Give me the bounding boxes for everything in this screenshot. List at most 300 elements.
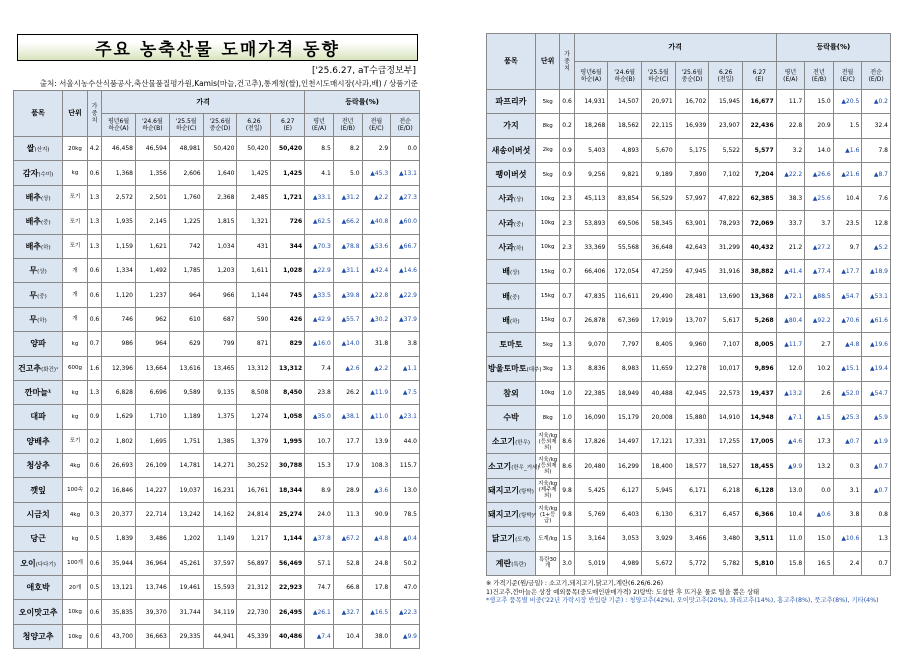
price-cell: 1,120 bbox=[102, 283, 136, 307]
price-cell: 1,751 bbox=[169, 429, 203, 453]
change-cell: 14.0 bbox=[805, 138, 834, 162]
price-cell: 14,271 bbox=[203, 454, 237, 478]
price-cell: 17,919 bbox=[642, 308, 676, 332]
change-cell: ▲37.9 bbox=[391, 307, 420, 331]
item-unit: kg bbox=[63, 332, 88, 356]
price-cell: 9,960 bbox=[675, 332, 709, 356]
price-cell: 17,255 bbox=[709, 430, 743, 454]
item-weight: 1.3 bbox=[560, 357, 574, 381]
price-cell: 1,492 bbox=[135, 258, 169, 282]
price-cell: 45,339 bbox=[237, 624, 271, 648]
price-cell: 39,370 bbox=[135, 600, 169, 624]
change-cell: 7.4 bbox=[305, 356, 334, 380]
item-name: 무(하) bbox=[14, 307, 63, 331]
change-cell: 78.5 bbox=[391, 502, 420, 526]
header-price-col: 평년6월 하순(A) bbox=[574, 62, 608, 90]
price-cell: 72,069 bbox=[742, 211, 776, 235]
price-cell: 47,822 bbox=[709, 187, 743, 211]
price-cell: 16,299 bbox=[608, 454, 642, 478]
price-cell: 1,334 bbox=[102, 258, 136, 282]
change-cell: ▲25.6 bbox=[805, 187, 834, 211]
item-weight: 0.7 bbox=[560, 308, 574, 332]
change-cell: 38.3 bbox=[776, 187, 805, 211]
item-weight: 0.9 bbox=[87, 405, 101, 429]
change-cell: 23.5 bbox=[833, 211, 862, 235]
item-unit: 포기 bbox=[63, 210, 88, 234]
table-row bbox=[487, 114, 891, 138]
price-cell: 2,606 bbox=[169, 161, 203, 185]
price-cell: 966 bbox=[203, 283, 237, 307]
item-unit: 8kg bbox=[535, 114, 559, 138]
item-name: 배추(상) bbox=[14, 185, 63, 209]
price-cell: 22,115 bbox=[642, 114, 676, 138]
price-cell: 6,457 bbox=[709, 503, 743, 527]
price-cell: 47,945 bbox=[675, 260, 709, 284]
price-cell: 3,486 bbox=[135, 527, 169, 551]
table-row bbox=[487, 90, 891, 114]
table-row bbox=[14, 429, 420, 453]
price-cell: 45,261 bbox=[169, 551, 203, 575]
change-cell: 15.0 bbox=[805, 527, 834, 551]
change-cell: 57.1 bbox=[305, 551, 334, 575]
item-weight: 0.2 bbox=[87, 429, 101, 453]
price-cell: 14,162 bbox=[203, 502, 237, 526]
item-unit: 10kg bbox=[535, 381, 559, 405]
price-cell: 9,589 bbox=[169, 380, 203, 404]
price-cell: 1,611 bbox=[237, 258, 271, 282]
price-cell: 986 bbox=[102, 332, 136, 356]
price-cell: 9,896 bbox=[742, 357, 776, 381]
price-cell: 6,403 bbox=[608, 503, 642, 527]
item-unit: 20kg bbox=[63, 137, 88, 161]
change-cell: 1.3 bbox=[862, 527, 891, 551]
change-cell: ▲0.7 bbox=[862, 454, 891, 478]
change-cell: 17.3 bbox=[805, 430, 834, 454]
price-cell: 16,939 bbox=[675, 114, 709, 138]
item-name: 방울토마토(대추) bbox=[487, 357, 536, 381]
price-cell: 13,690 bbox=[709, 284, 743, 308]
item-sub: (중) bbox=[510, 294, 520, 301]
price-cell: 31,744 bbox=[169, 600, 203, 624]
price-cell: 48,981 bbox=[169, 137, 203, 161]
item-weight: 0.9 bbox=[560, 138, 574, 162]
price-cell: 964 bbox=[169, 283, 203, 307]
item-weight: 3.0 bbox=[560, 551, 574, 575]
price-cell: 726 bbox=[271, 210, 305, 234]
price-cell: 66,406 bbox=[574, 260, 608, 284]
table-row bbox=[487, 138, 891, 162]
item-weight: 0.2 bbox=[560, 114, 574, 138]
table-row bbox=[487, 405, 891, 429]
table-row bbox=[14, 527, 420, 551]
table-row bbox=[14, 356, 420, 380]
price-cell: 8,508 bbox=[237, 380, 271, 404]
header-change: 등락률(%) bbox=[776, 34, 890, 62]
price-cell: 1,839 bbox=[102, 527, 136, 551]
item-unit: kg bbox=[63, 527, 88, 551]
change-cell: ▲14.6 bbox=[391, 258, 420, 282]
item-weight: 1.3 bbox=[87, 380, 101, 404]
item-name: 청상추 bbox=[14, 454, 63, 478]
item-sub: (도계) bbox=[515, 537, 531, 544]
item-weight: 0.2 bbox=[87, 478, 101, 502]
price-cell: 13,616 bbox=[169, 356, 203, 380]
change-cell: 108.3 bbox=[362, 454, 391, 478]
item-unit: 지육/kg (1+등급) bbox=[535, 503, 559, 527]
price-cell: 16,702 bbox=[675, 90, 709, 114]
table-row bbox=[14, 600, 420, 624]
price-cell: 22,923 bbox=[271, 576, 305, 600]
item-sub: (대추) bbox=[526, 367, 542, 374]
price-cell: 1,368 bbox=[102, 161, 136, 185]
change-cell: ▲22.9 bbox=[391, 283, 420, 307]
price-cell: 56,469 bbox=[271, 551, 305, 575]
change-cell: 21.2 bbox=[776, 235, 805, 259]
price-cell: 20,480 bbox=[574, 454, 608, 478]
price-cell: 1,425 bbox=[237, 161, 271, 185]
price-cell: 33,369 bbox=[574, 235, 608, 259]
change-cell: ▲7.1 bbox=[776, 405, 805, 429]
source-note: 출처: 서울시농수산식품공사,축산물품질평가원,Kamis(마늘,건고추),통계청(쌀),인천시도매시장(사과,배) / 상품기준 bbox=[39, 79, 418, 88]
header-item: 품목 bbox=[487, 34, 536, 90]
price-cell: 1,237 bbox=[135, 283, 169, 307]
price-cell: 13,312 bbox=[271, 356, 305, 380]
table-row bbox=[487, 551, 891, 575]
change-cell: 3.1 bbox=[833, 478, 862, 502]
table-row bbox=[487, 430, 891, 454]
item-weight: 2.3 bbox=[560, 211, 574, 235]
item-weight: 1.3 bbox=[560, 332, 574, 356]
item-unit: 지육/kg (제주제외) bbox=[535, 478, 559, 502]
price-cell: 1,356 bbox=[135, 161, 169, 185]
table-row bbox=[487, 478, 891, 502]
change-cell: ▲2.6 bbox=[333, 356, 362, 380]
price-cell: 19,437 bbox=[742, 381, 776, 405]
footnote-3: *생고추 품목별 비중('22년 가락시장 반입량 기준) : 청양고추(42%), 오이맛고추(20%), 꽈리고추(14%), 홍고추(8%), 풋고추(8%), 기타(4%) bbox=[486, 597, 879, 604]
price-cell: 18,527 bbox=[709, 454, 743, 478]
price-cell: 50,420 bbox=[203, 137, 237, 161]
item-sub: (수미) bbox=[38, 171, 54, 178]
change-cell: ▲1.6 bbox=[833, 138, 862, 162]
header-change: 등락률(%) bbox=[305, 91, 420, 114]
price-cell: 742 bbox=[169, 234, 203, 258]
item-name: 무(중) bbox=[14, 283, 63, 307]
change-cell: 38.0 bbox=[362, 624, 391, 648]
price-cell: 5,672 bbox=[642, 551, 676, 575]
item-name: 오이맛고추 bbox=[14, 600, 63, 624]
item-sub: (화건)¹ bbox=[41, 366, 59, 373]
price-cell: 2,485 bbox=[237, 185, 271, 209]
price-cell: 13,707 bbox=[675, 308, 709, 332]
item-weight: 2.3 bbox=[560, 235, 574, 259]
price-cell: 5,945 bbox=[642, 478, 676, 502]
change-cell: ▲22.9 bbox=[305, 258, 334, 282]
change-cell: ▲3.6 bbox=[362, 478, 391, 502]
change-cell: ▲5.2 bbox=[862, 235, 891, 259]
price-cell: 21,312 bbox=[237, 576, 271, 600]
price-cell: 25,274 bbox=[271, 502, 305, 526]
item-weight: 1.3 bbox=[87, 185, 101, 209]
table-row bbox=[487, 284, 891, 308]
table-row bbox=[14, 454, 420, 478]
price-cell: 14,507 bbox=[608, 90, 642, 114]
table-row bbox=[14, 478, 420, 502]
report-date: ['25.6.27, aT수급정보부] bbox=[311, 66, 416, 76]
change-cell: ▲0.7 bbox=[862, 478, 891, 502]
change-cell: 8.5 bbox=[305, 137, 334, 161]
item-name: 돼지고기(탕박) bbox=[487, 478, 536, 502]
price-cell: 8,005 bbox=[742, 332, 776, 356]
item-name: 애호박 bbox=[14, 576, 63, 600]
price-cell: 1,695 bbox=[135, 429, 169, 453]
price-cell: 14,910 bbox=[709, 405, 743, 429]
change-cell: ▲67.2 bbox=[333, 527, 362, 551]
change-cell: ▲17.7 bbox=[833, 260, 862, 284]
item-sub: (중) bbox=[37, 293, 47, 300]
header-price-col: '25.5월 하순(C) bbox=[169, 114, 203, 137]
price-cell: 687 bbox=[203, 307, 237, 331]
change-cell: 7.8 bbox=[862, 138, 891, 162]
price-cell: 16,231 bbox=[203, 478, 237, 502]
item-unit: 포기 bbox=[63, 234, 88, 258]
price-cell: 15,593 bbox=[203, 576, 237, 600]
item-weight: 0.5 bbox=[87, 527, 101, 551]
price-cell: 6,171 bbox=[675, 478, 709, 502]
header-price: 가격 bbox=[574, 34, 776, 62]
change-cell: 15.8 bbox=[776, 551, 805, 575]
item-weight: 0.6 bbox=[87, 258, 101, 282]
price-cell: 69,506 bbox=[608, 211, 642, 235]
change-cell: 8.2 bbox=[333, 137, 362, 161]
price-cell: 7,102 bbox=[709, 162, 743, 186]
table-row bbox=[14, 380, 420, 404]
price-cell: 6,130 bbox=[642, 503, 676, 527]
header-price-col: 평년6월 하순(A) bbox=[102, 114, 136, 137]
change-cell: ▲7.5 bbox=[391, 380, 420, 404]
change-cell: 16.5 bbox=[805, 551, 834, 575]
change-cell: 4.1 bbox=[305, 161, 334, 185]
price-cell: 22,385 bbox=[574, 381, 608, 405]
change-cell: 13.0 bbox=[391, 478, 420, 502]
price-cell: 13,121 bbox=[102, 576, 136, 600]
price-cell: 13,746 bbox=[135, 576, 169, 600]
change-cell: ▲60.0 bbox=[391, 210, 420, 234]
price-cell: 9,070 bbox=[574, 332, 608, 356]
item-unit: 15kg bbox=[535, 308, 559, 332]
item-name: 수박 bbox=[487, 405, 536, 429]
header-price-col: '25.6월 중순(D) bbox=[675, 62, 709, 90]
price-cell: 6,128 bbox=[742, 478, 776, 502]
item-weight: 4.2 bbox=[87, 137, 101, 161]
price-cell: 22,714 bbox=[135, 502, 169, 526]
price-cell: 12,396 bbox=[102, 356, 136, 380]
price-cell: 431 bbox=[237, 234, 271, 258]
price-cell: 962 bbox=[135, 307, 169, 331]
price-cell: 5,268 bbox=[742, 308, 776, 332]
item-name: 무(상) bbox=[14, 258, 63, 282]
change-cell: 0.0 bbox=[805, 478, 834, 502]
header-price: 가격 bbox=[102, 91, 305, 114]
change-cell: ▲1.9 bbox=[862, 430, 891, 454]
item-name: 배(상) bbox=[487, 260, 536, 284]
header-weight: 가 중 치 bbox=[560, 34, 574, 90]
item-name: 계란(특란) bbox=[487, 551, 536, 575]
change-cell: ▲77.4 bbox=[805, 260, 834, 284]
item-weight: 1.3 bbox=[87, 234, 101, 258]
change-cell: ▲4.8 bbox=[362, 527, 391, 551]
left-price-table bbox=[13, 90, 420, 649]
price-cell: 53,893 bbox=[574, 211, 608, 235]
change-cell: 22.8 bbox=[776, 114, 805, 138]
item-name: 쌀(산지) bbox=[14, 137, 63, 161]
price-cell: 17,826 bbox=[574, 430, 608, 454]
price-cell: 1,375 bbox=[203, 405, 237, 429]
item-weight: 0.6 bbox=[87, 454, 101, 478]
price-cell: 5,810 bbox=[742, 551, 776, 575]
change-cell: 32.4 bbox=[862, 114, 891, 138]
table-row bbox=[14, 624, 420, 648]
item-unit: 5kg bbox=[535, 90, 559, 114]
item-unit: 5kg bbox=[535, 332, 559, 356]
change-cell: 0.8 bbox=[862, 503, 891, 527]
item-weight: 0.6 bbox=[87, 307, 101, 331]
change-cell: ▲4.8 bbox=[833, 332, 862, 356]
price-cell: 30,788 bbox=[271, 454, 305, 478]
price-cell: 1,149 bbox=[203, 527, 237, 551]
price-cell: 745 bbox=[271, 283, 305, 307]
change-cell: ▲0.6 bbox=[805, 503, 834, 527]
change-cell: ▲53.1 bbox=[862, 284, 891, 308]
change-cell: 3.2 bbox=[776, 138, 805, 162]
price-cell: 31,916 bbox=[709, 260, 743, 284]
change-cell: ▲1.1 bbox=[391, 356, 420, 380]
price-cell: 1,760 bbox=[169, 185, 203, 209]
price-cell: 1,058 bbox=[271, 405, 305, 429]
change-cell: ▲88.5 bbox=[805, 284, 834, 308]
price-cell: 42,945 bbox=[675, 381, 709, 405]
change-cell: 10.2 bbox=[805, 357, 834, 381]
item-unit: 20개 bbox=[63, 576, 88, 600]
price-cell: 5,403 bbox=[574, 138, 608, 162]
change-cell: ▲16.0 bbox=[305, 332, 334, 356]
price-cell: 46,594 bbox=[135, 137, 169, 161]
price-cell: 36,964 bbox=[135, 551, 169, 575]
price-cell: 63,901 bbox=[675, 211, 709, 235]
item-unit: 포기 bbox=[63, 429, 88, 453]
item-sub: (중) bbox=[513, 221, 524, 228]
footnote-1: ※ 가격기준(원/금일) : 소고기,돼지고기,닭고기,계란(6.26/6.26) bbox=[486, 580, 664, 587]
change-cell: ▲33.1 bbox=[305, 185, 334, 209]
item-unit: 10kg bbox=[535, 211, 559, 235]
item-name: 팽이버섯 bbox=[487, 162, 536, 186]
change-cell: ▲30.2 bbox=[362, 307, 391, 331]
price-cell: 24,814 bbox=[237, 502, 271, 526]
item-unit: kg bbox=[63, 405, 88, 429]
price-cell: 2,368 bbox=[203, 185, 237, 209]
price-cell: 40,432 bbox=[742, 235, 776, 259]
table-row bbox=[487, 211, 891, 235]
change-cell: 13.0 bbox=[776, 478, 805, 502]
price-cell: 29,490 bbox=[642, 284, 676, 308]
table-row bbox=[14, 185, 420, 209]
header-change-col: 전월 (E/C) bbox=[362, 114, 391, 137]
price-cell: 14,931 bbox=[574, 90, 608, 114]
price-cell: 50,420 bbox=[237, 137, 271, 161]
price-cell: 13,242 bbox=[169, 502, 203, 526]
price-cell: 344 bbox=[271, 234, 305, 258]
item-name: 사과(중) bbox=[487, 211, 536, 235]
change-cell: 7.6 bbox=[862, 187, 891, 211]
item-unit: 10kg bbox=[535, 235, 559, 259]
price-cell: 5,577 bbox=[742, 138, 776, 162]
table-row bbox=[487, 527, 891, 551]
table-row bbox=[487, 454, 891, 478]
change-cell: ▲92.2 bbox=[805, 308, 834, 332]
price-cell: 5,425 bbox=[574, 478, 608, 502]
price-cell: 1,802 bbox=[102, 429, 136, 453]
change-cell: 24.0 bbox=[305, 502, 334, 526]
price-cell: 1,217 bbox=[237, 527, 271, 551]
change-cell: ▲53.6 bbox=[362, 234, 391, 258]
table-row bbox=[14, 405, 420, 429]
price-cell: 829 bbox=[271, 332, 305, 356]
change-cell: ▲11.7 bbox=[776, 332, 805, 356]
item-unit: 15kg bbox=[535, 260, 559, 284]
item-sub: (하) bbox=[513, 245, 524, 252]
change-cell: ▲23.1 bbox=[391, 405, 420, 429]
item-name: 사과(상) bbox=[487, 187, 536, 211]
item-name: 청양고추 bbox=[14, 624, 63, 648]
item-unit: 10kg bbox=[63, 600, 88, 624]
price-cell: 47,259 bbox=[642, 260, 676, 284]
price-cell: 5,782 bbox=[709, 551, 743, 575]
item-weight: 0.7 bbox=[560, 260, 574, 284]
change-cell: ▲2.2 bbox=[362, 356, 391, 380]
change-cell: 66.8 bbox=[333, 576, 362, 600]
change-cell: ▲32.7 bbox=[333, 600, 362, 624]
item-weight: 2.3 bbox=[560, 187, 574, 211]
item-unit: 개 bbox=[63, 283, 88, 307]
header-weight: 가 중 치 bbox=[87, 91, 101, 137]
price-cell: 5,175 bbox=[675, 138, 709, 162]
price-cell: 47,835 bbox=[574, 284, 608, 308]
item-name: 파프리카 bbox=[487, 90, 536, 114]
change-cell: 15.3 bbox=[305, 454, 334, 478]
change-cell: ▲5.9 bbox=[862, 405, 891, 429]
item-sub: (상) bbox=[513, 197, 524, 204]
change-cell: ▲39.8 bbox=[333, 283, 362, 307]
price-cell: 11,659 bbox=[642, 357, 676, 381]
change-cell: ▲61.6 bbox=[862, 308, 891, 332]
item-name: 소고기(한우) bbox=[487, 430, 536, 454]
price-cell: 46,458 bbox=[102, 137, 136, 161]
price-cell: 36,663 bbox=[135, 624, 169, 648]
change-cell: ▲54.7 bbox=[862, 381, 891, 405]
change-cell: 2.7 bbox=[805, 332, 834, 356]
price-cell: 2,145 bbox=[135, 210, 169, 234]
table-row bbox=[14, 234, 420, 258]
change-cell: 74.7 bbox=[305, 576, 334, 600]
header-change-col: 전순 (E/D) bbox=[391, 114, 420, 137]
item-weight: 0.9 bbox=[560, 162, 574, 186]
price-cell: 16,677 bbox=[742, 90, 776, 114]
price-cell: 172,054 bbox=[608, 260, 642, 284]
item-name: 가지 bbox=[487, 114, 536, 138]
item-weight: 1.0 bbox=[560, 381, 574, 405]
item-sub: (한우) bbox=[515, 440, 531, 447]
price-cell: 3,164 bbox=[574, 527, 608, 551]
change-cell: ▲15.1 bbox=[833, 357, 862, 381]
